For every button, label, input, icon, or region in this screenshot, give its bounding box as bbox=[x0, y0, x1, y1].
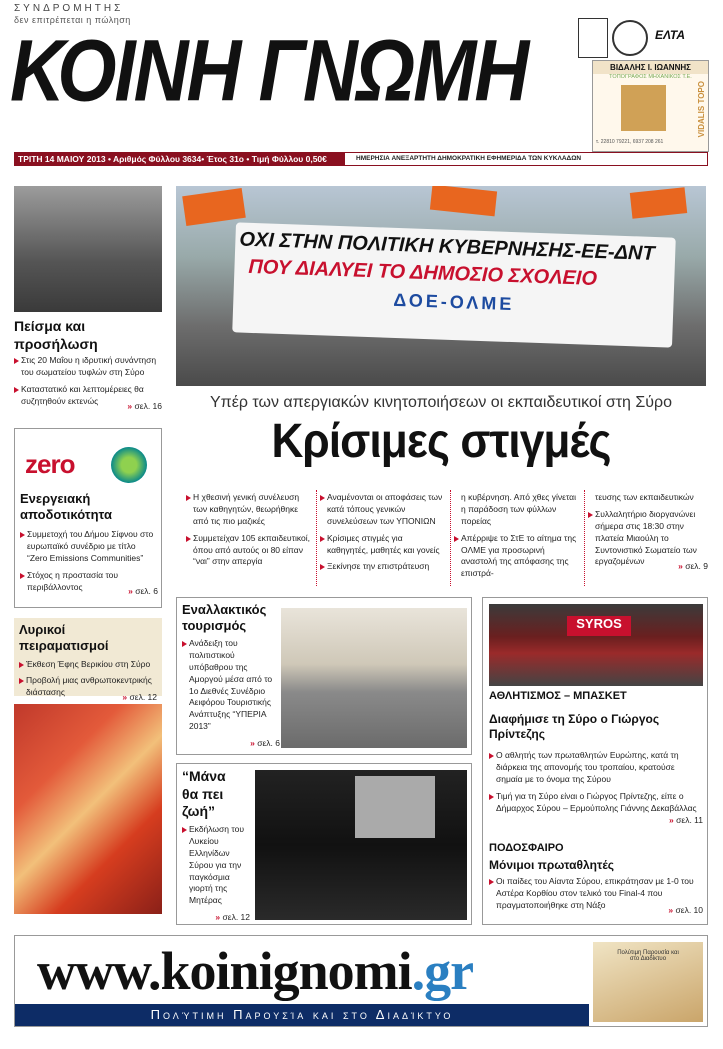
ad-surveyor-image bbox=[621, 85, 666, 131]
main-c4-text: τευσης των εκπαιδευτικών bbox=[595, 492, 694, 502]
newspaper-title: ΚΟΙΝΗ ΓΝΩΜΗ bbox=[10, 22, 528, 120]
banner-line-3: ΔΟΕ-ΟΛΜΕ bbox=[393, 289, 515, 315]
main-ref[interactable]: σελ. 9 bbox=[685, 561, 708, 572]
sports-bullet-1: Ο αθλητής των πρωταθλητών Ευρώπης, κατά τη διάρκεια της απονομής του τροπαίου, κρατούσε σημαία με το όνομα της Σύρου bbox=[489, 750, 703, 786]
website-domain: www.koinignomi bbox=[37, 941, 412, 1001]
main-c2-bullet-1: Αναμένονται οι αποφάσεις των κατά τόπους γενικών συνελεύσεων των ΥΠΟΝΙΩΝ bbox=[320, 492, 444, 528]
mana-bullet: Εκδήλωση του Λυκείου Ελληνίδων Σύρου για την παγκόσμια γιορτή της Μητέρας bbox=[182, 824, 250, 907]
main-kicker: Υπέρ των απεργιακών κινητοποιήσεων οι εκπαιδευτικοί στη Σύρο bbox=[209, 394, 672, 411]
main-c1-bullet-1: Η χθεσινή γενική συνέλευση των καθηγητών, θεωρήθηκε από τις πιο μαζικές bbox=[186, 492, 310, 528]
subscriber-label: ΣΥΝΔΡΟΜΗΤΗΣ bbox=[14, 3, 124, 14]
lyric-bullet-2: Προβολή μιας ανθρωποκεντρικής διάστασης bbox=[19, 675, 157, 699]
elta-logo: ΕΛΤΑ bbox=[655, 28, 686, 42]
footer-ad[interactable] bbox=[14, 935, 708, 1027]
banner-line-2: ΠΟΥ ΔΙΑΛΥΕΙ ΤΟ ΔΗΜΟΣΙΟ ΣΧΟΛΕΙΟ bbox=[248, 255, 598, 290]
sports-box: SYROS ΑΘΛΗΤΙΣΜΟΣ – ΜΠΑΣΚΕΤ Διαφήμισε τη Σύρο ο Γιώργος Πρίντεζης Ο αθλητής των πρωταθλητών Ευρώπης, κατά τη διάρκεια της απονομής του τροπαίου, κρατούσε σημαία με το όνομα της Σύρου Τιμή για τη Σύρο είναι ο Γιώργος Πρίντεζης, είπε ο Δήμαρχος Σύρου – Ερμούπολης Γιάννης Δεκαβάλλας » σελ. 11 ΠΟΔΟΣΦΑΙΡΟ Μόνιμοι πρωταθλητές Οι παίδες του Αίαντα Σύρου, επικράτησαν με 1-0 του Αστέρα Κορθίου στον τελικό του Final-4 που πραγματοποιήθηκε στη Νάξο » σελ. 10 bbox=[482, 597, 708, 925]
main-headline[interactable]: Κρίσιμες στιγμές bbox=[271, 415, 611, 468]
lyric-panel: Λυρικοί πειραματισμοί Έκθεση Έφης Βερικίου στη Σύρο Προβολή μιας ανθρωποκεντρικής διάστασης » σελ. 12 bbox=[14, 618, 162, 696]
tourism-title[interactable]: Εναλλακτικός τουρισμός bbox=[182, 602, 267, 634]
protest-photo bbox=[176, 186, 706, 386]
ad-phone: τ. 22810 79221, 6937 208 261 bbox=[596, 139, 664, 145]
info-bar bbox=[14, 152, 708, 166]
tourism-box: Εναλλακτικός τουρισμός Ανάδειξη του πολιτιστικού υπόβαθρου της Αμοργού μέσα από το 1ο Διεθνές Συνέδριο Αειφόρου Τουριστικής Ανάπτυξης “ΥΠΕΡΙΑ 2013” » σελ. 6 bbox=[176, 597, 472, 755]
mana-ref[interactable]: σελ. 12 bbox=[222, 912, 250, 923]
banner-line-1: ΟΧΙ ΣΤΗΝ ΠΟΛΙΤΙΚΗ ΚΥΒΕΡΝΗΣΗΣ-ΕΕ-ΔΝΤ bbox=[239, 228, 656, 265]
energy-title[interactable]: Ενεργειακή αποδοτικότητα bbox=[20, 491, 112, 523]
website-tld: .gr bbox=[411, 941, 474, 1001]
blind-bullet-2: Καταστατικό και λεπτομέρειες θα συζητηθούν εκτενώς bbox=[14, 384, 162, 408]
stamp-seal bbox=[612, 20, 648, 56]
main-c1-bullet-2: Συμμετείχαν 105 εκπαιδευτικοί, όπου από αυτούς οι 80 είπαν “ναι” στην απεργία bbox=[186, 533, 310, 569]
energy-ref[interactable]: σελ. 6 bbox=[135, 586, 158, 597]
energy-box: zero Ενεργειακή αποδοτικότητα Συμμετοχή του Δήμου Σίφνου στο ευρωπαϊκό συνέδριο με τίτλο “Zero Emissions Communities” Στόχος η προστασία του περιβάλλοντος » σελ. 6 bbox=[14, 428, 162, 608]
football-section: ΠΟΔΟΣΦΑΙΡΟ bbox=[489, 842, 564, 854]
blind-bullet-1: Στις 20 Μαΐου η ιδρυτική συνάντηση του σωματείου τυφλών στη Σύρο bbox=[14, 355, 162, 379]
football-title[interactable]: Μόνιμοι πρωταθλητές bbox=[489, 858, 614, 872]
main-c2-bullet-2: Κρίσιμες στιγμές για καθηγητές, μαθητές και γονείς bbox=[320, 533, 444, 557]
sports-bullet-2: Τιμή για τη Σύρο είναι ο Γιώργος Πρίντεζης, είπε ο Δήμαρχος Σύρου – Ερμούπολης Γιάννης Δεκαβάλλας bbox=[489, 791, 703, 815]
website-url[interactable] bbox=[37, 940, 473, 1002]
tagline: ΗΜΕΡΗΣΙΑ ΑΝΕΞΑΡΤΗΤΗ ΔΗΜΟΚΡΑΤΙΚΗ ΕΦΗΜΕΡΙΔΑ ΤΩΝ ΚΥΚΛΑΔΩΝ bbox=[356, 155, 582, 162]
tourism-bullet: Ανάδειξη του πολιτιστικού υπόβαθρου της Αμοργού μέσα από το 1ο Διεθνές Συνέδριο Αειφόρου Τουριστικής Ανάπτυξης “ΥΠΕΡΙΑ 2013” bbox=[182, 638, 280, 733]
blind-title[interactable]: Πείσμα και προσήλωση bbox=[14, 318, 98, 352]
protest-banner bbox=[232, 222, 676, 347]
winery-photo bbox=[281, 608, 467, 748]
basketball-photo bbox=[489, 604, 703, 686]
main-c4-bullet: Συλλαλητήριο διοργανώνει σήμερα στις 18:30 στην πλατεία Μιαούλη το Συντονιστικό Σωματείο των εργαζομένων bbox=[588, 509, 708, 568]
blind-walkers-photo bbox=[14, 186, 162, 312]
tourism-ref[interactable]: σελ. 6 bbox=[257, 738, 280, 749]
ad-vertical: VIDALIS TOPO bbox=[697, 81, 706, 138]
zero-logo: zero bbox=[25, 449, 75, 479]
mana-title[interactable]: “Μάνα θα πει ζωή” bbox=[182, 768, 226, 819]
footer-badge-text: Πολύτιμη Παρουσία και στο Διαδίκτυο bbox=[617, 950, 679, 962]
football-bullet: Οι παίδες του Αίαντα Σύρου, επικράτησαν με 1-0 του Αστέρα Κορθίου στον τελικό του Final-4 που πραγματοποιήθηκε στη Νάξο bbox=[489, 876, 703, 912]
concert-photo bbox=[255, 770, 467, 920]
mana-box: “Μάνα θα πει ζωή” Εκδήλωση του Λυκείου Ελληνίδων Σύρου για την παγκόσμια γιορτή της Μητέρας » σελ. 12 bbox=[176, 763, 472, 925]
zero-globe-icon bbox=[111, 447, 147, 483]
ad-name: ΒΙΔΑΛΗΣ Ι. ΙΩΑΝΝΗΣ bbox=[593, 61, 708, 74]
syros-flag: SYROS bbox=[567, 616, 631, 636]
footer-slogan: Πολύτιμη Παρουσία και στο Διαδίκτυο bbox=[15, 1004, 589, 1026]
lyric-ref[interactable]: σελ. 12 bbox=[129, 692, 157, 703]
postage-box bbox=[578, 18, 608, 58]
painting-image bbox=[14, 704, 162, 914]
sports-ref[interactable]: σελ. 11 bbox=[676, 815, 703, 826]
lyric-title[interactable]: Λυρικοί πειραματισμοί bbox=[19, 622, 109, 654]
sports-title[interactable]: Διαφήμισε τη Σύρο ο Γιώργος Πρίντεζης bbox=[489, 712, 660, 741]
surveyor-ad[interactable] bbox=[592, 60, 709, 152]
football-ref[interactable]: σελ. 10 bbox=[675, 904, 703, 915]
main-c2-bullet-3: Ξεκίνησε την επιστράτευση bbox=[320, 561, 444, 573]
ad-job: ΤΟΠΟΓΡΑΦΟΣ ΜΗΧΑΝΙΚΟΣ Τ.Ε. bbox=[609, 74, 692, 80]
sports-section: ΑΘΛΗΤΙΣΜΟΣ – ΜΠΑΣΚΕΤ bbox=[489, 690, 627, 702]
energy-bullet-1: Συμμετοχή του Δήμου Σίφνου στο ευρωπαϊκό συνέδριο με τίτλο “Zero Emissions Communities” bbox=[20, 529, 158, 565]
main-c3-text: η κυβέρνηση. Από χθες γίνεται η παράδοση των φύλλων πορείας bbox=[461, 492, 576, 526]
footer-badge bbox=[593, 942, 703, 1022]
lyric-bullet-1: Έκθεση Έφης Βερικίου στη Σύρο bbox=[19, 659, 157, 671]
main-c3-bullet: Απέρριψε το ΣτΕ το αίτημα της ΟΛΜΕ για προσωρινή αναστολή της απόφασης της επιστρά- bbox=[454, 533, 578, 581]
issue-info: ΤΡΙΤΗ 14 ΜΑΙΟΥ 2013 • Αριθμός Φύλλου 3634• Έτος 31ο • Τιμή Φύλλου 0,50€ bbox=[18, 154, 327, 164]
energy-bullet-2: Στόχος η προστασία του περιβάλλοντος bbox=[20, 570, 158, 594]
blind-ref[interactable]: σελ. 16 bbox=[134, 400, 162, 411]
no-sale-label: δεν επιτρέπεται η πώληση bbox=[14, 15, 131, 25]
